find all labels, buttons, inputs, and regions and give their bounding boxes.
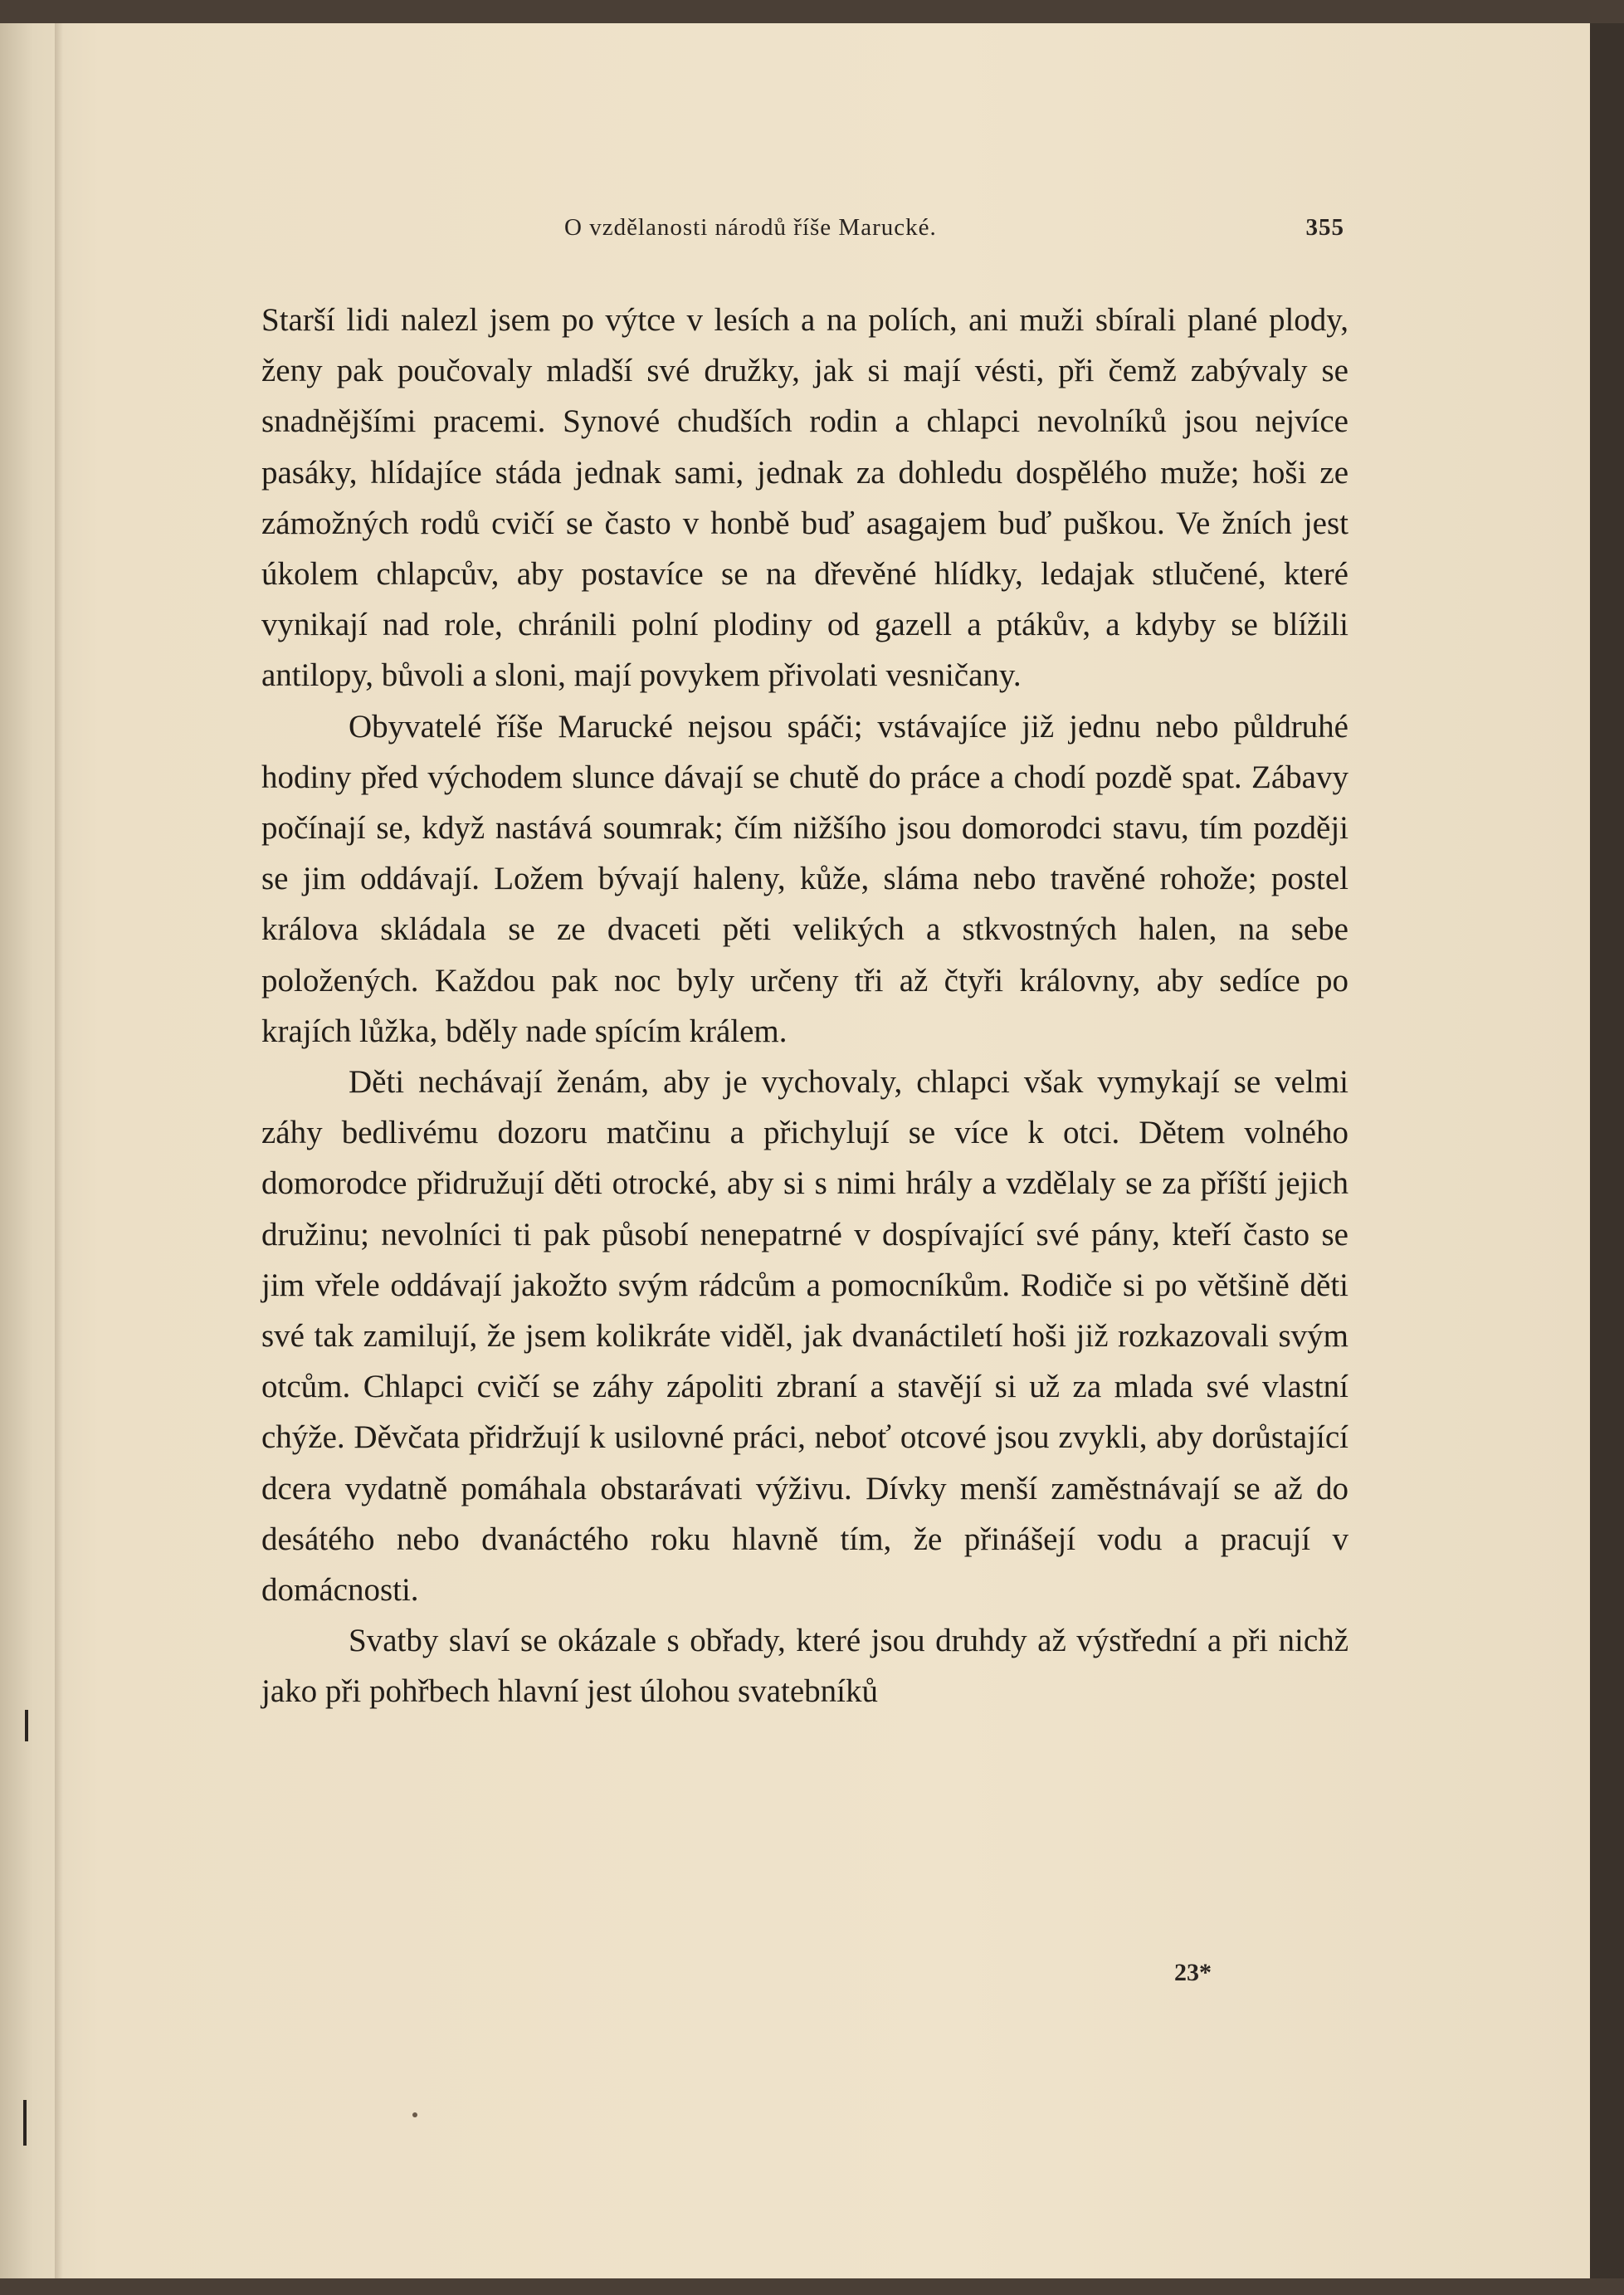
scan-bottom-border: [0, 2278, 1624, 2295]
paragraph-4: Svatby slaví se okázale s obřady, které jsou druhdy až výstřední a při nichž jako při pohřbech hlavní jest úlohou svatebníků: [261, 1623, 1348, 1710]
signature-mark: 23*: [1174, 1959, 1212, 1986]
paragraph-1: Starší lidi nalezl jsem po výtce v lesích a na polích, ani muži sbírali plané plody, ženy pak poučovaly mladší své družky, jak si mají vésti, při čemž zabývaly se snadnějšími pracemi. Synové chudších rodin a chlapci nevolníků jsou nejvíce pasáky, hlídajíce stáda jednak sami, jednak za dohledu dospělého muže; hoši ze zámožných rodů cvičí se často v honbě buď asagajem buď puškou. Ve žních jest úkolem chlapcův, aby postavíce se na dřevěné hlídky, ledajak stlučené, které vynikají nad role, chránili polní plodiny od gazell a ptákův, a kdyby se blížili antilopy, bůvoli a sloni, mají povykem přivolati vesničany.: [261, 302, 1348, 694]
paragraph-3: Děti nechávají ženám, aby je vychovaly, chlapci však vymykají se velmi záhy bedlivému dozoru matčinu a přichylují se více k otci. Dětem volného domorodce přidružují děti otrocké, aby si s nimi hrály a vzdělaly se za příští jejich družinu; nevolníci ti pak působí nenepatrné v dospívající své pány, kteří často se jim vřele oddávají jakožto svým rádcům a pomocníkům. Rodiče si po většině děti své tak zamilují, že jsem kolikráte viděl, jak dvanáctiletí hoši již rozkazovali svým otcům. Chlapci cvičí se záhy zápoliti zbraní a stavějí si už za mlada své vlastní chýže. Děvčata přidržují k usilovné práci, neboť otcové jsou zvykli, aby dorůstající dcera vydatně pomáhala obstarávati výživu. Dívky menší zaměstnávají se až do desátého nebo dvanáctého roku hlavně tím, že přinášejí vodu a pracují v domácnosti.: [261, 1064, 1348, 1609]
scan-top-border: [0, 0, 1624, 23]
paper-speck: [412, 2112, 417, 2117]
body-text: [261, 295, 1348, 1717]
margin-ink-mark: [23, 2100, 27, 2146]
page-gutter-shadow: [55, 0, 63, 2295]
paragraph-2: Obyvatelé říše Marucké nejsou spáči; vstávajíce již jednu nebo půldruhé hodiny před východem slunce dávají se chutě do práce a chodí pozdě spat. Zábavy počínají se, když nastává soumrak; čím nižšího jsou domorodci stavu, tím později se jim oddávají. Ložem bývají haleny, kůže, sláma nebo travěné rohože; postel králova skládala se ze dvaceti pěti velikých a stkvostných halen, na sebe položených. Každou pak noc byly určeny tři až čtyři královny, aby sedíce po krajích lůžka, bděly nade spícím králem.: [261, 708, 1348, 1049]
running-head-title: O vzdělanosti národů říše Marucké.: [564, 214, 937, 241]
page-number: 355: [1305, 214, 1344, 241]
margin-ink-mark: [25, 1710, 28, 1741]
page-right-edge: [1590, 0, 1624, 2295]
